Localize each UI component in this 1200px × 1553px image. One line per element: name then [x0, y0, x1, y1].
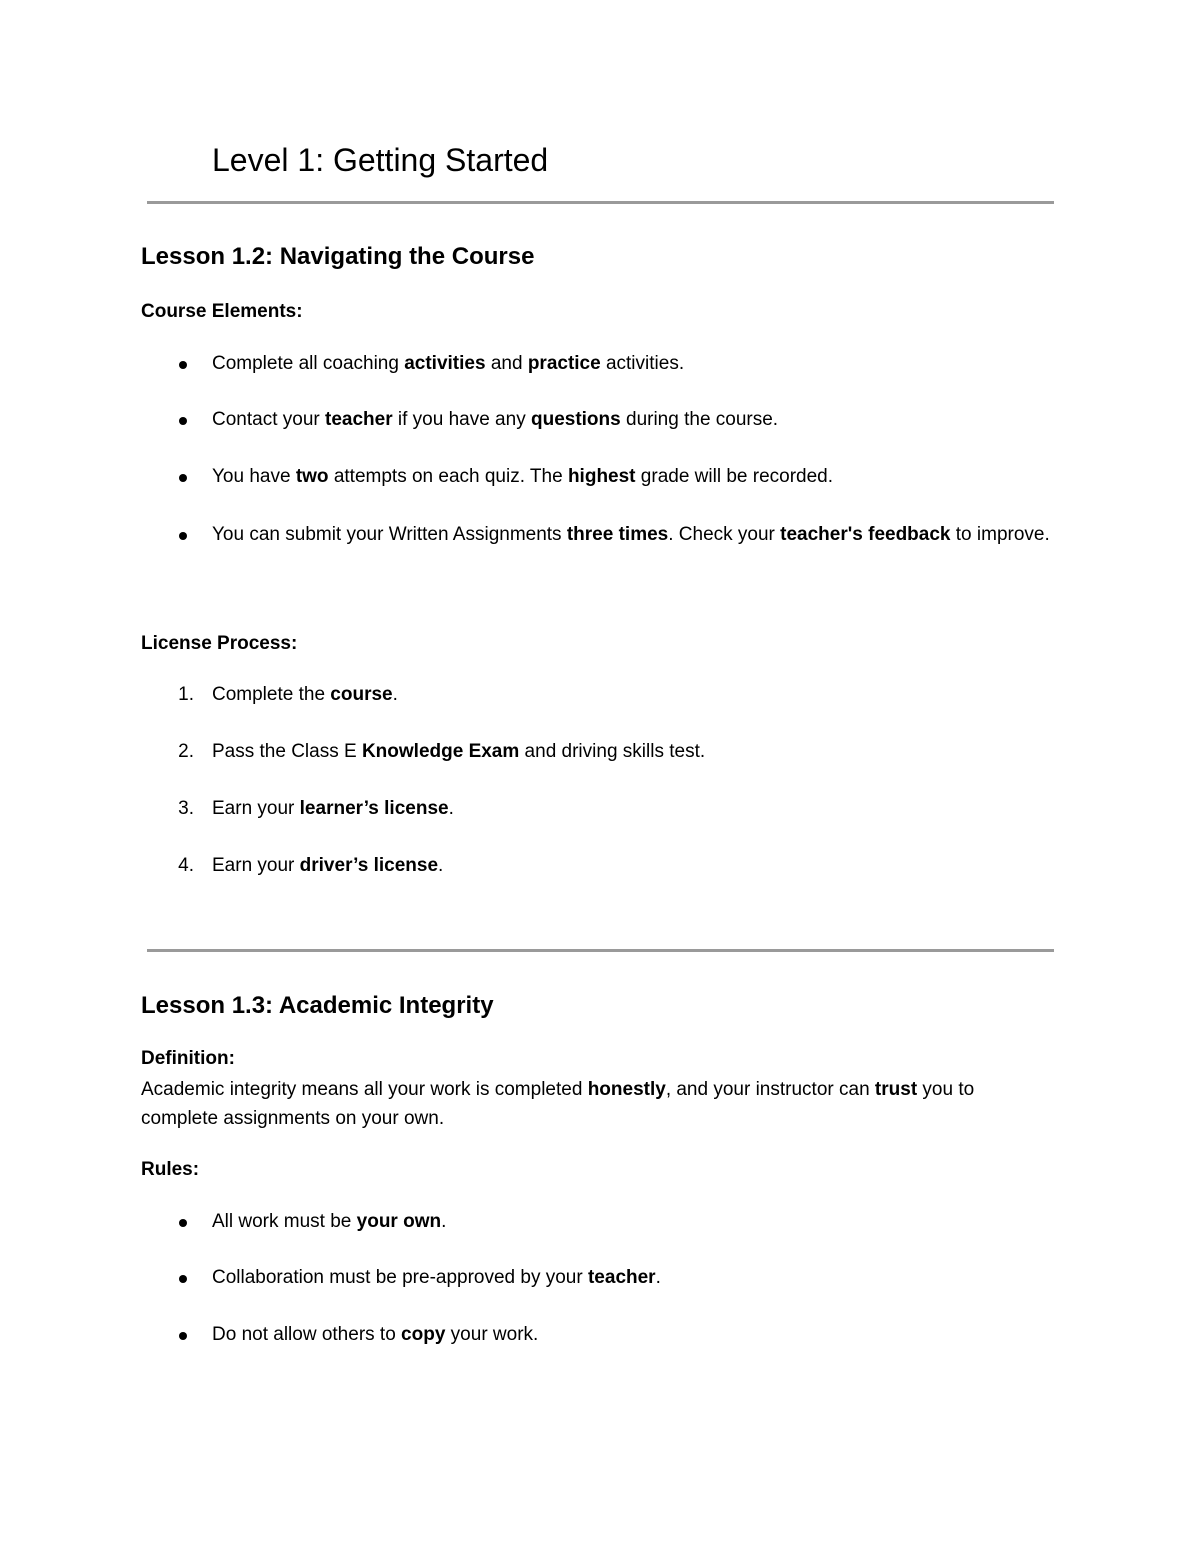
divider-top	[147, 201, 1054, 204]
list-item	[141, 350, 1051, 378]
definition-label: Definition:	[141, 1048, 235, 1069]
bullet-icon	[179, 361, 187, 369]
list-item-text: Collaboration must be pre-approved by your teacher.	[212, 1267, 661, 1288]
list-item	[141, 463, 1051, 491]
bullet-icon	[179, 1219, 187, 1227]
list-item-text: Complete the course.	[212, 684, 398, 705]
bullet-icon	[179, 532, 187, 540]
course-elements-label: Course Elements:	[141, 301, 303, 322]
list-item	[141, 738, 1051, 766]
list-item-text: All work must be your own.	[212, 1211, 447, 1232]
definition-text: Academic integrity means all your work is completed honestly, and your instructor can trust you to complete assignments on your own.	[141, 1079, 975, 1129]
list-item	[141, 1208, 1051, 1236]
list-item	[141, 521, 1051, 549]
divider-middle	[147, 949, 1054, 952]
list-item	[141, 681, 1051, 709]
bullet-icon	[179, 1275, 187, 1283]
rules-label: Rules:	[141, 1159, 200, 1180]
list-item	[141, 852, 1051, 880]
list-item-text: Pass the Class E Knowledge Exam and driving skills test.	[212, 741, 706, 762]
bullet-icon	[179, 417, 187, 425]
list-item-number: 1.	[178, 684, 194, 705]
list-item	[141, 1321, 1051, 1349]
page-title: Level 1: Getting Started	[212, 142, 549, 178]
list-item-number: 3.	[178, 798, 194, 819]
list-item-text: You can submit your Written Assignments three times. Check your teacher's feedback to improve.	[212, 524, 1050, 545]
list-item	[141, 1264, 1051, 1292]
list-item-text: Do not allow others to copy your work.	[212, 1324, 539, 1345]
lesson-1-3-heading: Lesson 1.3: Academic Integrity	[141, 992, 494, 1019]
lesson-1-2-heading: Lesson 1.2: Navigating the Course	[141, 243, 535, 270]
list-item-text: Complete all coaching activities and practice activities.	[212, 353, 685, 374]
bullet-icon	[179, 1332, 187, 1340]
list-item-number: 4.	[178, 855, 194, 876]
list-item	[141, 406, 1051, 434]
list-item-text: You have two attempts on each quiz. The highest grade will be recorded.	[212, 466, 834, 487]
list-item-text: Contact your teacher if you have any questions during the course.	[212, 409, 779, 430]
list-item-number: 2.	[178, 741, 194, 762]
license-process-label: License Process:	[141, 633, 298, 654]
list-item-text: Earn your driver’s license.	[212, 855, 444, 876]
list-item-text: Earn your learner’s license.	[212, 798, 454, 819]
list-item	[141, 795, 1051, 823]
bullet-icon	[179, 474, 187, 482]
